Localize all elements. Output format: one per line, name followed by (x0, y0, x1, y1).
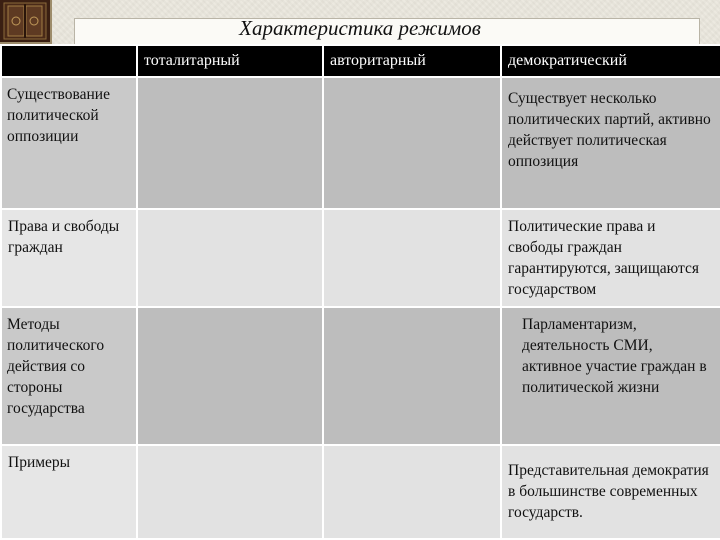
row-label-rights: Права и свободы граждан (2, 210, 136, 306)
cell-authoritarian-opposition (324, 78, 500, 208)
cell-democratic-opposition: Существует несколько политических партий, активно действует политическая оппозиция (502, 78, 720, 208)
row-label-methods: Методы политического действия со стороны государства (2, 308, 136, 444)
cell-democratic-examples: Представительная демократия в большинстве современных государств. (502, 446, 720, 538)
header-blank-cell (2, 46, 136, 76)
slide-title: Характеристика режимов (239, 16, 481, 40)
header-authoritarian: авторитарный (324, 46, 500, 76)
cell-democratic-methods: Парламентаризм, деятельность СМИ, активное участие граждан в политической жизни (502, 308, 720, 444)
cell-authoritarian-examples (324, 446, 500, 538)
cell-totalitarian-methods (138, 308, 322, 444)
header-totalitarian: тоталитарный (138, 46, 322, 76)
book-icon (0, 0, 52, 44)
regimes-table (0, 44, 720, 540)
header-democratic: демократический (502, 46, 720, 76)
table-row (2, 78, 720, 208)
cell-democratic-rights: Политические права и свободы граждан гарантируются, защищаются государством (502, 210, 720, 306)
table-header-row (2, 46, 720, 76)
row-label-opposition: Существование политической оппозиции (2, 78, 136, 208)
cell-totalitarian-examples (138, 446, 322, 538)
table-row (2, 308, 720, 444)
table-row (2, 446, 720, 538)
cell-authoritarian-rights (324, 210, 500, 306)
cell-totalitarian-rights (138, 210, 322, 306)
row-label-examples: Примеры (2, 446, 136, 538)
cell-totalitarian-opposition (138, 78, 322, 208)
table-row (2, 210, 720, 306)
cell-authoritarian-methods (324, 308, 500, 444)
